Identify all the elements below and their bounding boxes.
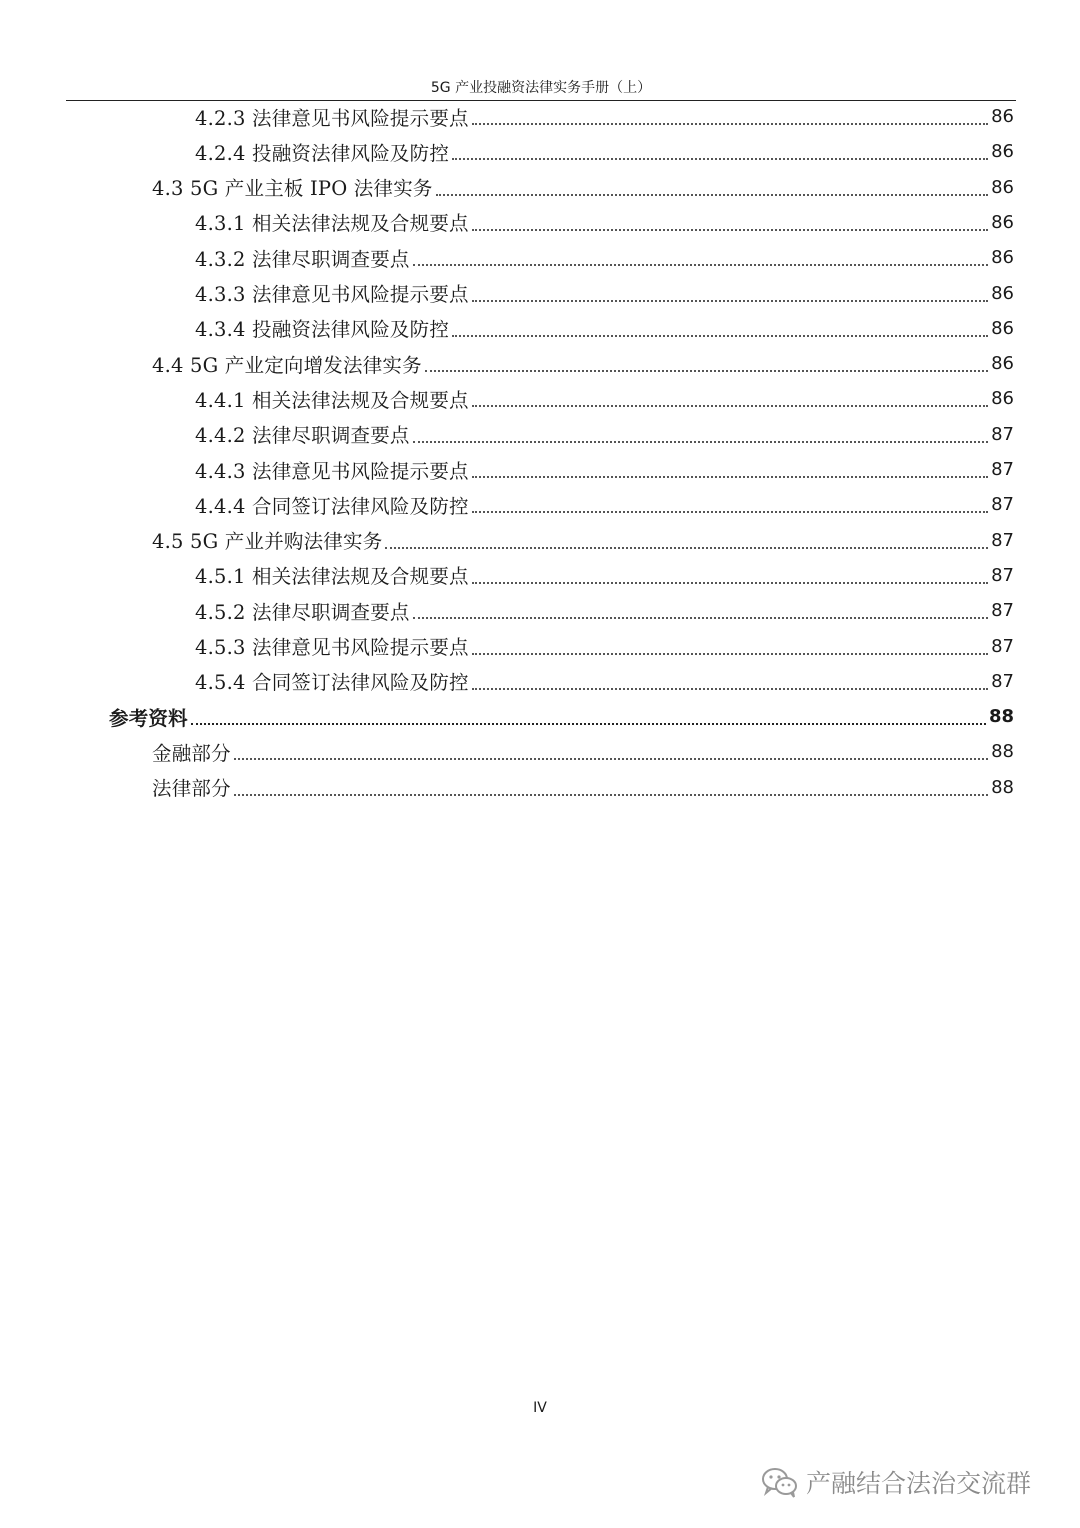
toc-entry[interactable] <box>195 134 1014 169</box>
toc-entry-page: 86 <box>991 247 1014 269</box>
running-header-title: 5G 产业投融资法律实务手册（上） <box>430 80 652 96</box>
toc-leader-dots <box>472 299 988 302</box>
toc-entry-page: 87 <box>991 529 1014 551</box>
toc-entry[interactable] <box>109 699 1014 734</box>
toc-entry-page: 87 <box>991 670 1014 692</box>
toc-entry-label: 4.4.4 合同签订法律风险及防控 <box>195 494 469 518</box>
toc-leader-dots <box>234 793 988 796</box>
toc-entry[interactable] <box>195 487 1014 522</box>
toc-entry[interactable] <box>195 99 1014 134</box>
toc-entry-label: 4.3.1 相关法律法规及合规要点 <box>195 212 469 236</box>
toc-leader-dots <box>413 263 988 266</box>
toc-entry-label: 4.2.3 法律意见书风险提示要点 <box>195 106 469 130</box>
toc-entry-page: 86 <box>991 317 1014 339</box>
toc-leader-dots <box>413 616 988 619</box>
toc-entry[interactable] <box>195 276 1014 311</box>
toc-entry-label: 4.3.4 投融资法律风险及防控 <box>195 318 450 342</box>
toc-leader-dots <box>472 404 988 407</box>
toc-leader-dots <box>472 475 988 478</box>
toc-leader-dots <box>425 369 988 372</box>
toc-entry-label: 4.5.2 法律尽职调查要点 <box>195 600 410 624</box>
toc-entry[interactable] <box>195 452 1014 487</box>
toc-entry-label: 4.5.1 相关法律法规及合规要点 <box>195 565 469 589</box>
toc-entry-page: 86 <box>991 176 1014 198</box>
running-header <box>66 78 1016 101</box>
toc-leader-dots <box>472 687 988 690</box>
toc-entry-page: 87 <box>991 635 1014 657</box>
toc-entry-label: 法律部分 <box>152 777 231 801</box>
toc-entry[interactable] <box>195 381 1014 416</box>
toc-leader-dots <box>413 440 988 443</box>
toc-entry-page: 87 <box>991 600 1014 622</box>
toc-entry-page: 86 <box>991 282 1014 304</box>
toc-entry-label: 4.4.1 相关法律法规及合规要点 <box>195 388 469 412</box>
toc-entry-page: 87 <box>991 459 1014 480</box>
toc-entry[interactable] <box>195 593 1014 628</box>
toc-entry-label: 4.3.3 法律意见书风险提示要点 <box>195 283 469 306</box>
toc-entry-label: 金融部分 <box>152 741 231 765</box>
toc-entry-label: 4.5.3 法律意见书风险提示要点 <box>195 636 469 659</box>
toc-entry-page: 86 <box>991 211 1014 233</box>
toc-entry-page: 88 <box>988 706 1014 728</box>
watermark <box>760 1462 1031 1502</box>
toc-entry-label: 4.5.4 合同签订法律风险及防控 <box>195 671 469 695</box>
toc-entry[interactable] <box>152 734 1014 769</box>
toc-entry-page: 88 <box>991 741 1014 763</box>
toc-entry-page: 86 <box>991 353 1014 375</box>
toc-entry-label: 4.5 5G 产业并购法律实务 <box>152 530 383 554</box>
toc-entry[interactable] <box>195 558 1014 593</box>
toc-leader-dots <box>436 193 988 196</box>
toc-leader-dots <box>472 228 988 231</box>
toc-leader-dots <box>385 546 988 549</box>
toc-leader-dots <box>452 157 988 160</box>
toc-entry-page: 86 <box>991 106 1014 127</box>
toc-entry[interactable] <box>152 346 1014 381</box>
toc-entry[interactable] <box>195 240 1014 275</box>
toc-entry[interactable] <box>195 311 1014 346</box>
toc-leader-dots <box>472 652 988 655</box>
watermark-text: 产融结合法治交流群 <box>806 1469 1032 1498</box>
toc-entry[interactable] <box>152 170 1014 205</box>
toc-entry[interactable] <box>195 417 1014 452</box>
toc-entry-label: 4.3 5G 产业主板 IPO 法律实务 <box>152 177 433 201</box>
toc-leader-dots <box>234 757 988 760</box>
toc-entry-label: 4.4.2 法律尽职调查要点 <box>195 424 410 448</box>
toc-entry-label: 4.2.4 投融资法律风险及防控 <box>195 141 450 165</box>
page-number: IV <box>533 1400 547 1416</box>
toc-entry[interactable] <box>195 664 1014 699</box>
toc-entry-label: 4.4 5G 产业定向增发法律实务 <box>152 353 422 377</box>
toc-entry-page: 86 <box>991 141 1014 163</box>
toc-leader-dots <box>472 510 988 513</box>
wechat-icon <box>760 1465 800 1499</box>
toc-entry-label: 4.3.2 法律尽职调查要点 <box>195 247 410 271</box>
toc-leader-dots <box>191 722 986 725</box>
toc-entry-page: 87 <box>991 423 1014 445</box>
toc-entry-page: 86 <box>991 388 1014 410</box>
toc-leader-dots <box>472 122 988 125</box>
toc-entry[interactable] <box>152 523 1014 558</box>
toc-entry-label: 4.4.3 法律意见书风险提示要点 <box>195 459 469 483</box>
toc-leader-dots <box>452 334 988 337</box>
toc-entry-page: 88 <box>991 776 1014 798</box>
toc-entry-page: 87 <box>991 564 1014 586</box>
toc-entry[interactable] <box>152 770 1014 805</box>
toc-entry-label: 参考资料 <box>109 706 188 730</box>
toc-leader-dots <box>472 581 988 584</box>
toc-entry[interactable] <box>195 629 1014 664</box>
toc-entry-page: 87 <box>991 494 1014 516</box>
toc-entry[interactable] <box>195 205 1014 240</box>
